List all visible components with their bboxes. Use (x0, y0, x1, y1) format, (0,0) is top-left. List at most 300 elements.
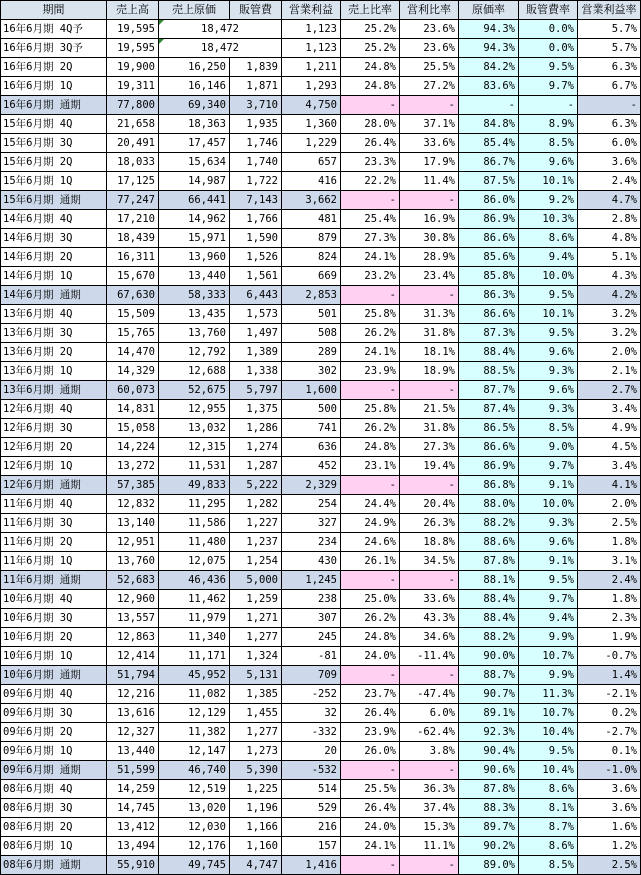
sales-ratio-cell: 25.2% (341, 39, 400, 58)
header-period: 期間 (1, 1, 107, 20)
sga-rate-cell: 9.5% (519, 286, 578, 305)
sales-ratio-cell: - (341, 571, 400, 590)
cost-cell: 12,147 (159, 742, 230, 761)
cost-cell: 16,250 (159, 58, 230, 77)
sga-rate-cell: 9.9% (519, 666, 578, 685)
op-margin-cell: 3.2% (578, 324, 641, 343)
operating-profit-cell: 529 (282, 799, 341, 818)
table-row (1, 305, 641, 324)
sga-cell: 1,259 (230, 590, 282, 609)
op-margin-cell: -2.7% (578, 723, 641, 742)
cost-cell: 13,020 (159, 799, 230, 818)
op-margin-cell: 2.1% (578, 362, 641, 381)
operating-profit-cell: 1,600 (282, 381, 341, 400)
op-ratio-cell: 6.0% (400, 704, 459, 723)
annual-row (1, 381, 641, 400)
operating-profit-cell: 657 (282, 153, 341, 172)
sales-cell: 13,760 (107, 552, 159, 571)
cost-rate-cell: 85.8% (459, 267, 519, 286)
cost-rate-cell: 86.6% (459, 438, 519, 457)
operating-profit-cell: 1,123 (282, 39, 341, 58)
table-row (1, 590, 641, 609)
sga-rate-cell: 10.1% (519, 172, 578, 191)
period-cell: 11年6月期 3Q (1, 514, 107, 533)
table-row (1, 837, 641, 856)
operating-profit-cell: 1,229 (282, 134, 341, 153)
op-ratio-cell: - (400, 286, 459, 305)
sga-cell: 6,443 (230, 286, 282, 305)
sales-ratio-cell: 25.2% (341, 20, 400, 39)
operating-profit-cell: 32 (282, 704, 341, 723)
sga-rate-cell: 9.6% (519, 343, 578, 362)
op-margin-cell: 3.6% (578, 780, 641, 799)
cost-rate-cell: 87.3% (459, 324, 519, 343)
cost-cell: 52,675 (159, 381, 230, 400)
sales-ratio-cell: 24.0% (341, 818, 400, 837)
sga-cell: 1,935 (230, 115, 282, 134)
op-ratio-cell: 36.3% (400, 780, 459, 799)
sales-ratio-cell: 24.8% (341, 58, 400, 77)
header-sga-rate: 販管費率 (519, 1, 578, 20)
op-margin-cell: -2.1% (578, 685, 641, 704)
op-margin-cell: 5.7% (578, 39, 641, 58)
op-ratio-cell: 19.4% (400, 457, 459, 476)
operating-profit-cell: 289 (282, 343, 341, 362)
sga-cell: 1,590 (230, 229, 282, 248)
cost-cell: 66,441 (159, 191, 230, 210)
sales-cell: 13,140 (107, 514, 159, 533)
operating-profit-cell: 254 (282, 495, 341, 514)
period-cell: 15年6月期 通期 (1, 191, 107, 210)
annual-row (1, 761, 641, 780)
period-cell: 12年6月期 4Q (1, 400, 107, 419)
op-ratio-cell: 11.1% (400, 837, 459, 856)
op-ratio-cell: 33.6% (400, 134, 459, 153)
op-margin-cell: 1.9% (578, 628, 641, 647)
operating-profit-cell: 452 (282, 457, 341, 476)
cost-cell: 13,440 (159, 267, 230, 286)
op-margin-cell: 2.8% (578, 210, 641, 229)
cost-rate-cell: 88.1% (459, 571, 519, 590)
operating-profit-cell: 669 (282, 267, 341, 286)
op-margin-cell: 4.3% (578, 267, 641, 286)
sga-cell: 5,131 (230, 666, 282, 685)
op-ratio-cell: 18.8% (400, 533, 459, 552)
cost-rate-cell: 87.7% (459, 381, 519, 400)
op-ratio-cell: 30.8% (400, 229, 459, 248)
cost-rate-cell: 88.5% (459, 362, 519, 381)
op-margin-cell: 2.4% (578, 571, 641, 590)
table-row (1, 685, 641, 704)
sales-cell: 67,630 (107, 286, 159, 305)
sga-rate-cell: 9.2% (519, 191, 578, 210)
cost-cell: 13,960 (159, 248, 230, 267)
cost-cell: 16,146 (159, 77, 230, 96)
cost-cell: 12,519 (159, 780, 230, 799)
sales-cell: 14,259 (107, 780, 159, 799)
sga-rate-cell: 9.6% (519, 533, 578, 552)
op-margin-cell: 6.3% (578, 115, 641, 134)
sga-cell: 1,338 (230, 362, 282, 381)
sga-rate-cell: 8.5% (519, 856, 578, 875)
annual-row (1, 476, 641, 495)
cost-cell: 11,480 (159, 533, 230, 552)
operating-profit-cell: 501 (282, 305, 341, 324)
table-row (1, 780, 641, 799)
sga-rate-cell: 9.6% (519, 153, 578, 172)
period-cell: 09年6月期 通期 (1, 761, 107, 780)
sga-rate-cell: 10.4% (519, 723, 578, 742)
cost-cell: 12,688 (159, 362, 230, 381)
op-ratio-cell: - (400, 761, 459, 780)
sga-rate-cell: 8.5% (519, 134, 578, 153)
sales-cell: 15,670 (107, 267, 159, 286)
sales-cell: 13,440 (107, 742, 159, 761)
cost-cell: 11,171 (159, 647, 230, 666)
sga-cell: 1,282 (230, 495, 282, 514)
operating-profit-cell: -252 (282, 685, 341, 704)
sga-cell: 1,455 (230, 704, 282, 723)
cost-cell: 14,962 (159, 210, 230, 229)
op-margin-cell: 6.3% (578, 58, 641, 77)
cost-cell: 69,340 (159, 96, 230, 115)
cost-cell: 11,531 (159, 457, 230, 476)
sga-cell: 1,225 (230, 780, 282, 799)
sales-ratio-cell: 23.3% (341, 153, 400, 172)
operating-profit-cell: 481 (282, 210, 341, 229)
op-ratio-cell: 31.8% (400, 324, 459, 343)
cost-cell: 12,315 (159, 438, 230, 457)
operating-profit-cell: 1,360 (282, 115, 341, 134)
sga-cell: 1,286 (230, 419, 282, 438)
table-row (1, 609, 641, 628)
sga-rate-cell: 9.4% (519, 609, 578, 628)
sales-cell: 18,439 (107, 229, 159, 248)
operating-profit-cell: 1,123 (282, 20, 341, 39)
cost-rate-cell: 86.3% (459, 286, 519, 305)
header-row (1, 1, 641, 20)
sales-ratio-cell: 25.8% (341, 305, 400, 324)
period-cell: 15年6月期 4Q (1, 115, 107, 134)
cost-cell: 12,030 (159, 818, 230, 837)
table-row (1, 723, 641, 742)
sga-cell: 1,746 (230, 134, 282, 153)
sales-ratio-cell: - (341, 381, 400, 400)
sga-cell: 5,797 (230, 381, 282, 400)
sga-rate-cell: 9.3% (519, 362, 578, 381)
period-cell: 08年6月期 1Q (1, 837, 107, 856)
sales-ratio-cell: - (341, 761, 400, 780)
table-row (1, 343, 641, 362)
cost-rate-cell: 86.7% (459, 153, 519, 172)
table-row (1, 115, 641, 134)
op-ratio-cell: 17.9% (400, 153, 459, 172)
cost-rate-cell: 88.4% (459, 343, 519, 362)
operating-profit-cell: 1,245 (282, 571, 341, 590)
sga-rate-cell: 9.1% (519, 476, 578, 495)
period-cell: 16年6月期 通期 (1, 96, 107, 115)
sga-rate-cell: 0.0% (519, 39, 578, 58)
operating-profit-cell: 741 (282, 419, 341, 438)
sga-rate-cell: 9.7% (519, 77, 578, 96)
sales-ratio-cell: 23.2% (341, 267, 400, 286)
cost-rate-cell: 92.3% (459, 723, 519, 742)
op-ratio-cell: -47.4% (400, 685, 459, 704)
sales-ratio-cell: 24.0% (341, 647, 400, 666)
period-cell: 09年6月期 1Q (1, 742, 107, 761)
table-row (1, 324, 641, 343)
table-row (1, 229, 641, 248)
sales-ratio-cell: - (341, 476, 400, 495)
cost-rate-cell: 88.2% (459, 628, 519, 647)
op-ratio-cell: 37.4% (400, 799, 459, 818)
sga-cell: 1,561 (230, 267, 282, 286)
sales-cell: 51,794 (107, 666, 159, 685)
sales-cell: 60,073 (107, 381, 159, 400)
cost-cell: 13,032 (159, 419, 230, 438)
sales-cell: 19,595 (107, 39, 159, 58)
table-row (1, 39, 641, 58)
sga-cell: 1,722 (230, 172, 282, 191)
operating-profit-cell: 500 (282, 400, 341, 419)
sga-cell: 1,160 (230, 837, 282, 856)
table-row (1, 495, 641, 514)
sga-rate-cell: 9.3% (519, 514, 578, 533)
period-cell: 13年6月期 3Q (1, 324, 107, 343)
cost-rate-cell: 87.5% (459, 172, 519, 191)
sales-ratio-cell: 25.0% (341, 590, 400, 609)
sga-cell: 4,747 (230, 856, 282, 875)
sales-cell: 14,470 (107, 343, 159, 362)
cost-rate-cell: 88.6% (459, 533, 519, 552)
cost-rate-cell: 88.3% (459, 799, 519, 818)
operating-profit-cell: 709 (282, 666, 341, 685)
op-ratio-cell: - (400, 96, 459, 115)
cost-rate-cell: 88.0% (459, 495, 519, 514)
sga-cell: 1,287 (230, 457, 282, 476)
table-row (1, 248, 641, 267)
period-cell: 15年6月期 3Q (1, 134, 107, 153)
operating-profit-cell: 4,750 (282, 96, 341, 115)
table-row (1, 419, 641, 438)
op-margin-cell: -1.0% (578, 761, 641, 780)
table-row (1, 153, 641, 172)
operating-profit-cell: 238 (282, 590, 341, 609)
sga-rate-cell: 10.3% (519, 210, 578, 229)
period-cell: 09年6月期 3Q (1, 704, 107, 723)
sales-ratio-cell: 24.8% (341, 438, 400, 457)
cost-cell: 12,792 (159, 343, 230, 362)
op-margin-cell: 1.8% (578, 533, 641, 552)
op-margin-cell: 1.2% (578, 837, 641, 856)
op-ratio-cell: 37.1% (400, 115, 459, 134)
op-margin-cell: 4.7% (578, 191, 641, 210)
op-ratio-cell: 18.1% (400, 343, 459, 362)
period-cell: 16年6月期 2Q (1, 58, 107, 77)
op-margin-cell: 3.6% (578, 799, 641, 818)
sales-cell: 16,311 (107, 248, 159, 267)
op-ratio-cell: 34.5% (400, 552, 459, 571)
period-cell: 09年6月期 4Q (1, 685, 107, 704)
cost-rate-cell: 84.8% (459, 115, 519, 134)
sales-cell: 13,494 (107, 837, 159, 856)
op-ratio-cell: - (400, 571, 459, 590)
sales-cell: 12,327 (107, 723, 159, 742)
cost-cell: 49,833 (159, 476, 230, 495)
cost-cell: 15,634 (159, 153, 230, 172)
sales-cell: 77,247 (107, 191, 159, 210)
operating-profit-cell: -532 (282, 761, 341, 780)
cost-rate-cell: 94.3% (459, 39, 519, 58)
cost-rate-cell: 90.0% (459, 647, 519, 666)
cost-cell: 18,472 (159, 20, 282, 39)
sales-ratio-cell: 24.1% (341, 248, 400, 267)
op-ratio-cell: - (400, 856, 459, 875)
cost-rate-cell: 86.6% (459, 229, 519, 248)
period-cell: 14年6月期 2Q (1, 248, 107, 267)
operating-profit-cell: 508 (282, 324, 341, 343)
sales-ratio-cell: 27.3% (341, 229, 400, 248)
operating-profit-cell: 245 (282, 628, 341, 647)
sales-cell: 14,745 (107, 799, 159, 818)
operating-profit-cell: 1,293 (282, 77, 341, 96)
op-margin-cell: 4.8% (578, 229, 641, 248)
cost-rate-cell: 87.8% (459, 552, 519, 571)
sales-cell: 13,557 (107, 609, 159, 628)
sga-cell: 5,000 (230, 571, 282, 590)
sga-rate-cell: 9.7% (519, 590, 578, 609)
sales-cell: 12,951 (107, 533, 159, 552)
cost-rate-cell: 90.6% (459, 761, 519, 780)
sales-cell: 13,412 (107, 818, 159, 837)
period-cell: 10年6月期 通期 (1, 666, 107, 685)
op-margin-cell: 4.9% (578, 419, 641, 438)
op-margin-cell: 2.0% (578, 495, 641, 514)
operating-profit-cell: 2,853 (282, 286, 341, 305)
sga-cell: 1,254 (230, 552, 282, 571)
table-row (1, 362, 641, 381)
cost-rate-cell: 84.2% (459, 58, 519, 77)
sga-rate-cell: 9.4% (519, 248, 578, 267)
header-sales: 売上高 (107, 1, 159, 20)
sga-cell: 5,390 (230, 761, 282, 780)
sales-cell: 57,385 (107, 476, 159, 495)
op-margin-cell: - (578, 96, 641, 115)
cost-cell: 11,340 (159, 628, 230, 647)
cost-rate-cell: 86.6% (459, 305, 519, 324)
sales-ratio-cell: 23.1% (341, 457, 400, 476)
operating-profit-cell: 3,662 (282, 191, 341, 210)
cost-rate-cell: 88.4% (459, 609, 519, 628)
period-cell: 08年6月期 4Q (1, 780, 107, 799)
sales-cell: 15,058 (107, 419, 159, 438)
table-row (1, 267, 641, 286)
op-margin-cell: 2.5% (578, 856, 641, 875)
period-cell: 16年6月期 4Q予 (1, 20, 107, 39)
table-body (1, 20, 641, 875)
cost-rate-cell: 89.0% (459, 856, 519, 875)
annual-row (1, 191, 641, 210)
cost-cell: 46,436 (159, 571, 230, 590)
operating-profit-cell: 514 (282, 780, 341, 799)
operating-profit-cell: 1,211 (282, 58, 341, 77)
sales-ratio-cell: 26.1% (341, 552, 400, 571)
table-row (1, 514, 641, 533)
cost-cell: 11,586 (159, 514, 230, 533)
sales-ratio-cell: 26.0% (341, 742, 400, 761)
sales-cell: 12,216 (107, 685, 159, 704)
sales-ratio-cell: 26.2% (341, 324, 400, 343)
annual-row (1, 286, 641, 305)
operating-profit-cell: -332 (282, 723, 341, 742)
op-margin-cell: 6.7% (578, 77, 641, 96)
op-margin-cell: 1.6% (578, 818, 641, 837)
period-cell: 08年6月期 通期 (1, 856, 107, 875)
sga-rate-cell: - (519, 96, 578, 115)
op-ratio-cell: - (400, 381, 459, 400)
operating-profit-cell: 430 (282, 552, 341, 571)
sga-cell: 1,839 (230, 58, 282, 77)
period-cell: 12年6月期 通期 (1, 476, 107, 495)
period-cell: 11年6月期 1Q (1, 552, 107, 571)
op-margin-cell: -0.7% (578, 647, 641, 666)
cost-rate-cell: 86.5% (459, 419, 519, 438)
cost-rate-cell: 86.9% (459, 210, 519, 229)
cost-rate-cell: 85.6% (459, 248, 519, 267)
cost-cell: 58,333 (159, 286, 230, 305)
operating-profit-cell: 2,329 (282, 476, 341, 495)
table-row (1, 799, 641, 818)
period-cell: 11年6月期 4Q (1, 495, 107, 514)
sga-cell: 1,166 (230, 818, 282, 837)
operating-profit-cell: 879 (282, 229, 341, 248)
cost-rate-cell: 87.8% (459, 780, 519, 799)
period-cell: 09年6月期 2Q (1, 723, 107, 742)
annual-row (1, 666, 641, 685)
sales-ratio-cell: 26.2% (341, 419, 400, 438)
op-ratio-cell: 21.5% (400, 400, 459, 419)
sga-cell: 1,497 (230, 324, 282, 343)
period-cell: 08年6月期 2Q (1, 818, 107, 837)
period-cell: 14年6月期 4Q (1, 210, 107, 229)
cost-rate-cell: 86.8% (459, 476, 519, 495)
period-cell: 16年6月期 1Q (1, 77, 107, 96)
table-row (1, 533, 641, 552)
cost-rate-cell: - (459, 96, 519, 115)
cost-cell: 49,745 (159, 856, 230, 875)
period-cell: 14年6月期 1Q (1, 267, 107, 286)
sales-cell: 12,832 (107, 495, 159, 514)
header-sga: 販管費 (230, 1, 282, 20)
sga-cell: 1,766 (230, 210, 282, 229)
sga-cell: 1,237 (230, 533, 282, 552)
period-cell: 15年6月期 2Q (1, 153, 107, 172)
sales-ratio-cell: 24.1% (341, 837, 400, 856)
cost-rate-cell: 90.4% (459, 742, 519, 761)
op-margin-cell: 3.4% (578, 457, 641, 476)
header-cost-rate: 原価率 (459, 1, 519, 20)
period-cell: 14年6月期 3Q (1, 229, 107, 248)
op-margin-cell: 5.1% (578, 248, 641, 267)
cost-rate-cell: 89.7% (459, 818, 519, 837)
sales-cell: 13,616 (107, 704, 159, 723)
sales-ratio-cell: 24.6% (341, 533, 400, 552)
table-row (1, 172, 641, 191)
period-cell: 13年6月期 1Q (1, 362, 107, 381)
period-cell: 08年6月期 3Q (1, 799, 107, 818)
table-row (1, 647, 641, 666)
op-ratio-cell: -11.4% (400, 647, 459, 666)
